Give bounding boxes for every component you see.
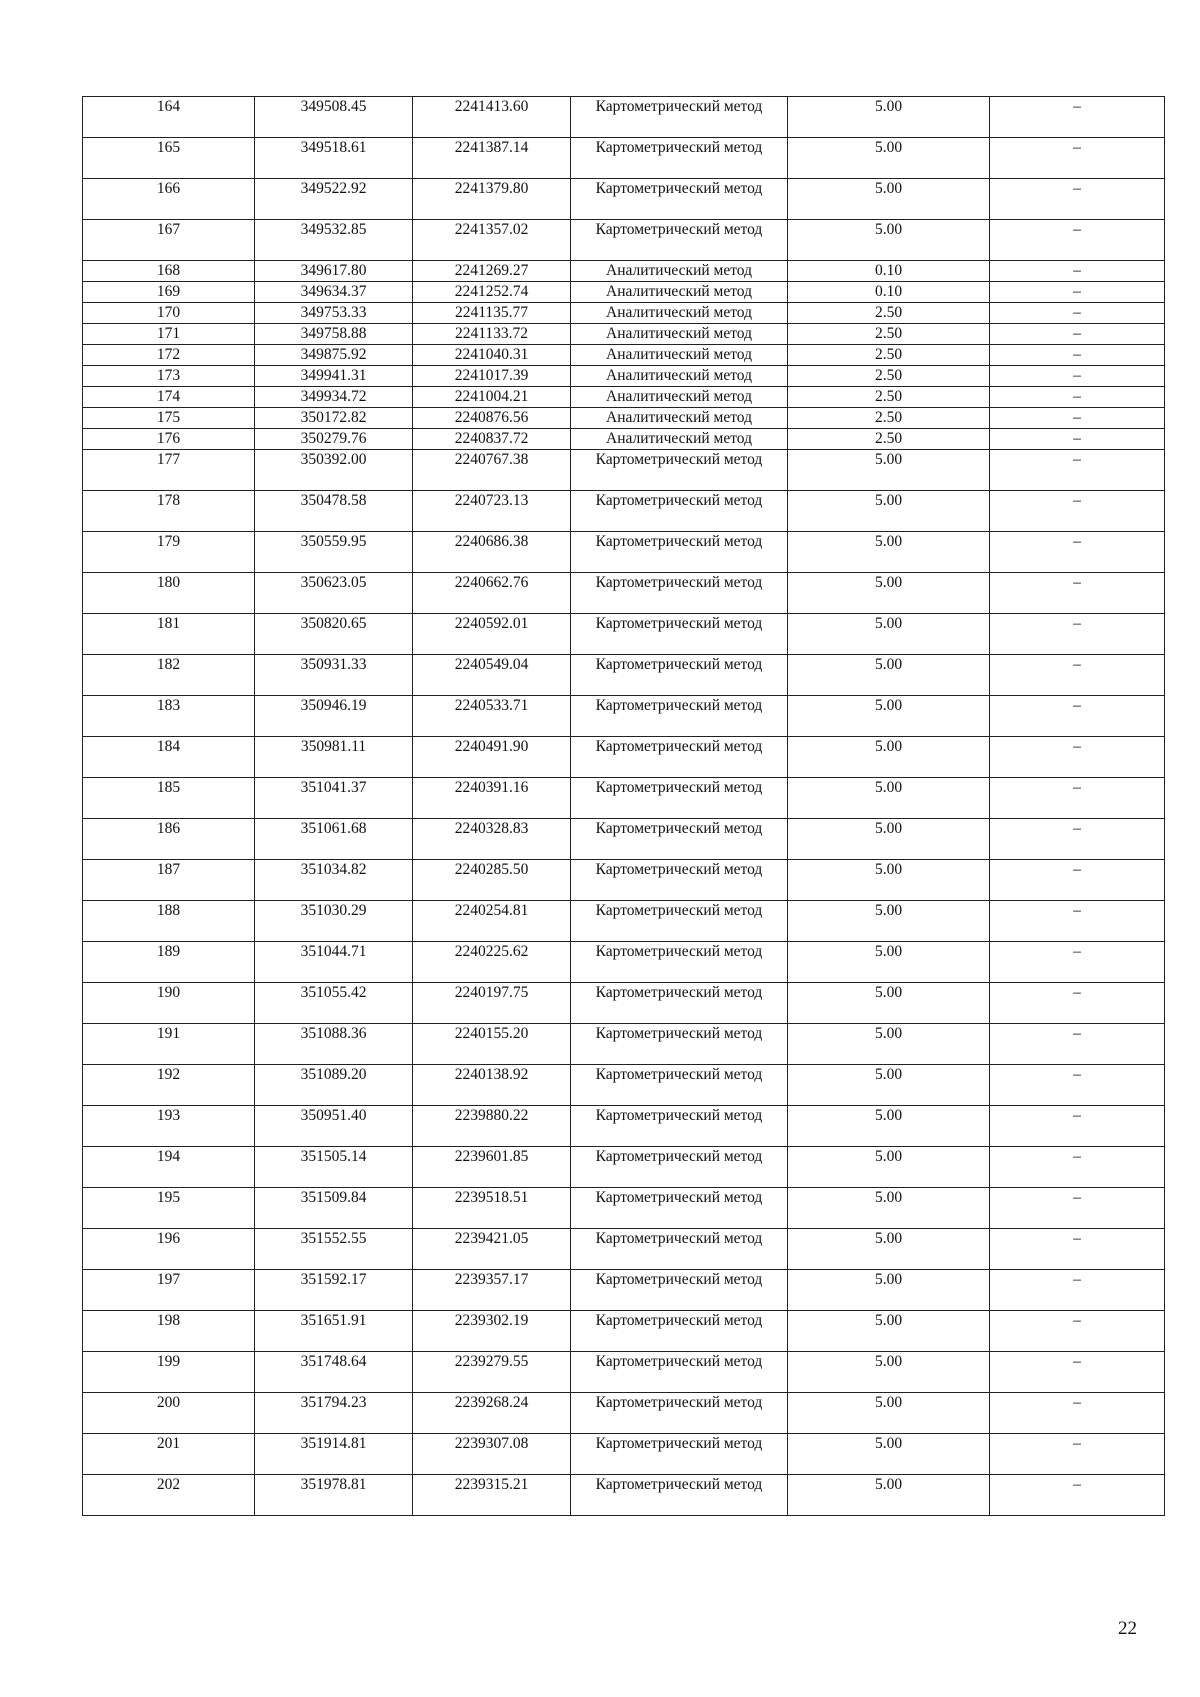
method-cell: Картометрический метод <box>571 1311 788 1352</box>
method-cell: Картометрический метод <box>571 138 788 179</box>
y-coordinate-cell: 2241004.21 <box>413 387 571 408</box>
accuracy-cell: 5.00 <box>788 220 990 261</box>
point-number-cell: 164 <box>83 97 255 138</box>
accuracy-cell: 5.00 <box>788 614 990 655</box>
y-coordinate-cell: 2239315.21 <box>413 1475 571 1516</box>
accuracy-cell: 5.00 <box>788 532 990 573</box>
method-cell: Картометрический метод <box>571 1434 788 1475</box>
point-number-cell: 183 <box>83 696 255 737</box>
table-row <box>83 778 1165 819</box>
accuracy-cell: 5.00 <box>788 983 990 1024</box>
accuracy-cell: 5.00 <box>788 491 990 532</box>
page-number: 22 <box>1118 1618 1137 1639</box>
x-coordinate-cell: 350951.40 <box>255 1106 413 1147</box>
y-coordinate-cell: 2240138.92 <box>413 1065 571 1106</box>
x-coordinate-cell: 351794.23 <box>255 1393 413 1434</box>
accuracy-cell: 5.00 <box>788 1147 990 1188</box>
y-coordinate-cell: 2240837.72 <box>413 429 571 450</box>
method-cell: Картометрический метод <box>571 1270 788 1311</box>
note-cell: – <box>990 1393 1165 1434</box>
point-number-cell: 186 <box>83 819 255 860</box>
note-cell: – <box>990 179 1165 220</box>
table-row <box>83 983 1165 1024</box>
table-row <box>83 737 1165 778</box>
accuracy-cell: 2.50 <box>788 303 990 324</box>
x-coordinate-cell: 349634.37 <box>255 282 413 303</box>
method-cell: Картометрический метод <box>571 696 788 737</box>
accuracy-cell: 5.00 <box>788 819 990 860</box>
note-cell: – <box>990 491 1165 532</box>
note-cell: – <box>990 942 1165 983</box>
note-cell: – <box>990 324 1165 345</box>
note-cell: – <box>990 97 1165 138</box>
note-cell: – <box>990 696 1165 737</box>
point-number-cell: 194 <box>83 1147 255 1188</box>
y-coordinate-cell: 2240549.04 <box>413 655 571 696</box>
note-cell: – <box>990 983 1165 1024</box>
method-cell: Картометрический метод <box>571 179 788 220</box>
y-coordinate-cell: 2239307.08 <box>413 1434 571 1475</box>
note-cell: – <box>990 819 1165 860</box>
y-coordinate-cell: 2240155.20 <box>413 1024 571 1065</box>
y-coordinate-cell: 2239268.24 <box>413 1393 571 1434</box>
point-number-cell: 180 <box>83 573 255 614</box>
accuracy-cell: 5.00 <box>788 450 990 491</box>
x-coordinate-cell: 351978.81 <box>255 1475 413 1516</box>
table-row <box>83 901 1165 942</box>
accuracy-cell: 5.00 <box>788 1311 990 1352</box>
note-cell: – <box>990 1147 1165 1188</box>
table-row <box>83 491 1165 532</box>
accuracy-cell: 5.00 <box>788 1475 990 1516</box>
note-cell: – <box>990 1434 1165 1475</box>
table-row <box>83 303 1165 324</box>
y-coordinate-cell: 2240328.83 <box>413 819 571 860</box>
point-number-cell: 193 <box>83 1106 255 1147</box>
y-coordinate-cell: 2239302.19 <box>413 1311 571 1352</box>
y-coordinate-cell: 2240254.81 <box>413 901 571 942</box>
method-cell: Картометрический метод <box>571 97 788 138</box>
method-cell: Картометрический метод <box>571 450 788 491</box>
accuracy-cell: 0.10 <box>788 261 990 282</box>
note-cell: – <box>990 1270 1165 1311</box>
x-coordinate-cell: 350820.65 <box>255 614 413 655</box>
note-cell: – <box>990 1475 1165 1516</box>
point-number-cell: 174 <box>83 387 255 408</box>
point-number-cell: 168 <box>83 261 255 282</box>
method-cell: Картометрический метод <box>571 860 788 901</box>
x-coordinate-cell: 351034.82 <box>255 860 413 901</box>
method-cell: Картометрический метод <box>571 1065 788 1106</box>
x-coordinate-cell: 350559.95 <box>255 532 413 573</box>
method-cell: Картометрический метод <box>571 1106 788 1147</box>
method-cell: Картометрический метод <box>571 983 788 1024</box>
note-cell: – <box>990 1024 1165 1065</box>
note-cell: – <box>990 614 1165 655</box>
table-row <box>83 942 1165 983</box>
method-cell: Картометрический метод <box>571 614 788 655</box>
accuracy-cell: 5.00 <box>788 138 990 179</box>
accuracy-cell: 5.00 <box>788 573 990 614</box>
y-coordinate-cell: 2239880.22 <box>413 1106 571 1147</box>
method-cell: Картометрический метод <box>571 942 788 983</box>
y-coordinate-cell: 2239518.51 <box>413 1188 571 1229</box>
x-coordinate-cell: 349532.85 <box>255 220 413 261</box>
x-coordinate-cell: 350981.11 <box>255 737 413 778</box>
accuracy-cell: 5.00 <box>788 737 990 778</box>
point-number-cell: 192 <box>83 1065 255 1106</box>
y-coordinate-cell: 2241133.72 <box>413 324 571 345</box>
note-cell: – <box>990 901 1165 942</box>
y-coordinate-cell: 2240723.13 <box>413 491 571 532</box>
x-coordinate-cell: 349753.33 <box>255 303 413 324</box>
table-row <box>83 532 1165 573</box>
y-coordinate-cell: 2239601.85 <box>413 1147 571 1188</box>
method-cell: Картометрический метод <box>571 491 788 532</box>
x-coordinate-cell: 350946.19 <box>255 696 413 737</box>
table-row <box>83 614 1165 655</box>
point-number-cell: 172 <box>83 345 255 366</box>
table-row <box>83 387 1165 408</box>
point-number-cell: 178 <box>83 491 255 532</box>
method-cell: Картометрический метод <box>571 1147 788 1188</box>
method-cell: Аналитический метод <box>571 429 788 450</box>
note-cell: – <box>990 345 1165 366</box>
note-cell: – <box>990 261 1165 282</box>
accuracy-cell: 5.00 <box>788 778 990 819</box>
y-coordinate-cell: 2241017.39 <box>413 366 571 387</box>
point-number-cell: 181 <box>83 614 255 655</box>
x-coordinate-cell: 349522.92 <box>255 179 413 220</box>
x-coordinate-cell: 349941.31 <box>255 366 413 387</box>
accuracy-cell: 5.00 <box>788 1024 990 1065</box>
x-coordinate-cell: 349617.80 <box>255 261 413 282</box>
point-number-cell: 197 <box>83 1270 255 1311</box>
x-coordinate-cell: 351509.84 <box>255 1188 413 1229</box>
note-cell: – <box>990 1065 1165 1106</box>
table-row <box>83 1229 1165 1270</box>
table-row <box>83 1024 1165 1065</box>
note-cell: – <box>990 138 1165 179</box>
x-coordinate-cell: 350931.33 <box>255 655 413 696</box>
x-coordinate-cell: 350172.82 <box>255 408 413 429</box>
table-row <box>83 1188 1165 1229</box>
note-cell: – <box>990 737 1165 778</box>
method-cell: Аналитический метод <box>571 282 788 303</box>
y-coordinate-cell: 2240197.75 <box>413 983 571 1024</box>
y-coordinate-cell: 2240767.38 <box>413 450 571 491</box>
note-cell: – <box>990 778 1165 819</box>
accuracy-cell: 5.00 <box>788 1393 990 1434</box>
point-number-cell: 175 <box>83 408 255 429</box>
table-row <box>83 138 1165 179</box>
note-cell: – <box>990 450 1165 491</box>
x-coordinate-cell: 350478.58 <box>255 491 413 532</box>
accuracy-cell: 2.50 <box>788 408 990 429</box>
x-coordinate-cell: 351030.29 <box>255 901 413 942</box>
method-cell: Картометрический метод <box>571 655 788 696</box>
table-row <box>83 450 1165 491</box>
point-number-cell: 166 <box>83 179 255 220</box>
x-coordinate-cell: 351055.42 <box>255 983 413 1024</box>
y-coordinate-cell: 2241387.14 <box>413 138 571 179</box>
table-row <box>83 1434 1165 1475</box>
note-cell: – <box>990 860 1165 901</box>
accuracy-cell: 5.00 <box>788 1434 990 1475</box>
point-number-cell: 179 <box>83 532 255 573</box>
y-coordinate-cell: 2241040.31 <box>413 345 571 366</box>
table-row <box>83 97 1165 138</box>
note-cell: – <box>990 303 1165 324</box>
x-coordinate-cell: 349518.61 <box>255 138 413 179</box>
method-cell: Картометрический метод <box>571 737 788 778</box>
x-coordinate-cell: 350392.00 <box>255 450 413 491</box>
point-number-cell: 170 <box>83 303 255 324</box>
method-cell: Аналитический метод <box>571 324 788 345</box>
method-cell: Картометрический метод <box>571 1188 788 1229</box>
accuracy-cell: 5.00 <box>788 1352 990 1393</box>
table-row <box>83 1352 1165 1393</box>
table-row <box>83 1311 1165 1352</box>
method-cell: Картометрический метод <box>571 1393 788 1434</box>
accuracy-cell: 2.50 <box>788 387 990 408</box>
method-cell: Аналитический метод <box>571 303 788 324</box>
accuracy-cell: 2.50 <box>788 324 990 345</box>
table-row <box>83 1393 1165 1434</box>
y-coordinate-cell: 2239421.05 <box>413 1229 571 1270</box>
y-coordinate-cell: 2241357.02 <box>413 220 571 261</box>
x-coordinate-cell: 349508.45 <box>255 97 413 138</box>
y-coordinate-cell: 2240225.62 <box>413 942 571 983</box>
point-number-cell: 176 <box>83 429 255 450</box>
table-row <box>83 366 1165 387</box>
y-coordinate-cell: 2240686.38 <box>413 532 571 573</box>
coordinates-table-body <box>83 97 1165 1516</box>
x-coordinate-cell: 351748.64 <box>255 1352 413 1393</box>
point-number-cell: 165 <box>83 138 255 179</box>
accuracy-cell: 5.00 <box>788 97 990 138</box>
point-number-cell: 195 <box>83 1188 255 1229</box>
note-cell: – <box>990 282 1165 303</box>
table-row <box>83 345 1165 366</box>
accuracy-cell: 5.00 <box>788 1065 990 1106</box>
x-coordinate-cell: 351088.36 <box>255 1024 413 1065</box>
point-number-cell: 171 <box>83 324 255 345</box>
x-coordinate-cell: 351592.17 <box>255 1270 413 1311</box>
x-coordinate-cell: 349758.88 <box>255 324 413 345</box>
method-cell: Картометрический метод <box>571 901 788 942</box>
method-cell: Аналитический метод <box>571 408 788 429</box>
x-coordinate-cell: 350279.76 <box>255 429 413 450</box>
accuracy-cell: 5.00 <box>788 1188 990 1229</box>
method-cell: Аналитический метод <box>571 387 788 408</box>
point-number-cell: 190 <box>83 983 255 1024</box>
table-row <box>83 573 1165 614</box>
point-number-cell: 184 <box>83 737 255 778</box>
y-coordinate-cell: 2241413.60 <box>413 97 571 138</box>
point-number-cell: 198 <box>83 1311 255 1352</box>
coordinates-table <box>82 96 1165 1516</box>
y-coordinate-cell: 2240662.76 <box>413 573 571 614</box>
y-coordinate-cell: 2240391.16 <box>413 778 571 819</box>
table-row <box>83 1270 1165 1311</box>
accuracy-cell: 5.00 <box>788 655 990 696</box>
point-number-cell: 187 <box>83 860 255 901</box>
point-number-cell: 169 <box>83 282 255 303</box>
note-cell: – <box>990 429 1165 450</box>
x-coordinate-cell: 349875.92 <box>255 345 413 366</box>
table-row <box>83 655 1165 696</box>
method-cell: Картометрический метод <box>571 573 788 614</box>
point-number-cell: 173 <box>83 366 255 387</box>
x-coordinate-cell: 351505.14 <box>255 1147 413 1188</box>
note-cell: – <box>990 387 1165 408</box>
method-cell: Картометрический метод <box>571 778 788 819</box>
point-number-cell: 177 <box>83 450 255 491</box>
table-row <box>83 324 1165 345</box>
y-coordinate-cell: 2239357.17 <box>413 1270 571 1311</box>
note-cell: – <box>990 573 1165 614</box>
table-row <box>83 1475 1165 1516</box>
note-cell: – <box>990 366 1165 387</box>
y-coordinate-cell: 2239279.55 <box>413 1352 571 1393</box>
accuracy-cell: 5.00 <box>788 696 990 737</box>
x-coordinate-cell: 349934.72 <box>255 387 413 408</box>
accuracy-cell: 5.00 <box>788 860 990 901</box>
x-coordinate-cell: 351044.71 <box>255 942 413 983</box>
table-row <box>83 1106 1165 1147</box>
y-coordinate-cell: 2241269.27 <box>413 261 571 282</box>
x-coordinate-cell: 351651.91 <box>255 1311 413 1352</box>
table-row <box>83 696 1165 737</box>
y-coordinate-cell: 2241379.80 <box>413 179 571 220</box>
accuracy-cell: 0.10 <box>788 282 990 303</box>
accuracy-cell: 2.50 <box>788 345 990 366</box>
point-number-cell: 188 <box>83 901 255 942</box>
point-number-cell: 202 <box>83 1475 255 1516</box>
table-row <box>83 819 1165 860</box>
point-number-cell: 200 <box>83 1393 255 1434</box>
note-cell: – <box>990 1229 1165 1270</box>
point-number-cell: 199 <box>83 1352 255 1393</box>
note-cell: – <box>990 220 1165 261</box>
table-row <box>83 860 1165 901</box>
method-cell: Аналитический метод <box>571 366 788 387</box>
note-cell: – <box>990 408 1165 429</box>
y-coordinate-cell: 2240876.56 <box>413 408 571 429</box>
point-number-cell: 185 <box>83 778 255 819</box>
method-cell: Аналитический метод <box>571 345 788 366</box>
accuracy-cell: 5.00 <box>788 1106 990 1147</box>
x-coordinate-cell: 351061.68 <box>255 819 413 860</box>
x-coordinate-cell: 351552.55 <box>255 1229 413 1270</box>
method-cell: Картометрический метод <box>571 819 788 860</box>
point-number-cell: 167 <box>83 220 255 261</box>
y-coordinate-cell: 2240491.90 <box>413 737 571 778</box>
point-number-cell: 189 <box>83 942 255 983</box>
accuracy-cell: 5.00 <box>788 901 990 942</box>
x-coordinate-cell: 350623.05 <box>255 573 413 614</box>
y-coordinate-cell: 2241252.74 <box>413 282 571 303</box>
point-number-cell: 196 <box>83 1229 255 1270</box>
method-cell: Картометрический метод <box>571 1024 788 1065</box>
accuracy-cell: 5.00 <box>788 1270 990 1311</box>
note-cell: – <box>990 532 1165 573</box>
table-row <box>83 1147 1165 1188</box>
y-coordinate-cell: 2240533.71 <box>413 696 571 737</box>
accuracy-cell: 2.50 <box>788 366 990 387</box>
note-cell: – <box>990 1188 1165 1229</box>
accuracy-cell: 5.00 <box>788 1229 990 1270</box>
accuracy-cell: 5.00 <box>788 179 990 220</box>
table-row <box>83 282 1165 303</box>
method-cell: Картометрический метод <box>571 1352 788 1393</box>
x-coordinate-cell: 351089.20 <box>255 1065 413 1106</box>
note-cell: – <box>990 1311 1165 1352</box>
table-row <box>83 1065 1165 1106</box>
note-cell: – <box>990 1106 1165 1147</box>
table-row <box>83 179 1165 220</box>
table-row <box>83 408 1165 429</box>
accuracy-cell: 5.00 <box>788 942 990 983</box>
table-row <box>83 261 1165 282</box>
table-row <box>83 220 1165 261</box>
point-number-cell: 201 <box>83 1434 255 1475</box>
accuracy-cell: 2.50 <box>788 429 990 450</box>
note-cell: – <box>990 1352 1165 1393</box>
point-number-cell: 182 <box>83 655 255 696</box>
method-cell: Картометрический метод <box>571 220 788 261</box>
point-number-cell: 191 <box>83 1024 255 1065</box>
y-coordinate-cell: 2240285.50 <box>413 860 571 901</box>
method-cell: Картометрический метод <box>571 1475 788 1516</box>
y-coordinate-cell: 2240592.01 <box>413 614 571 655</box>
y-coordinate-cell: 2241135.77 <box>413 303 571 324</box>
table-row <box>83 429 1165 450</box>
x-coordinate-cell: 351914.81 <box>255 1434 413 1475</box>
method-cell: Аналитический метод <box>571 261 788 282</box>
x-coordinate-cell: 351041.37 <box>255 778 413 819</box>
note-cell: – <box>990 655 1165 696</box>
method-cell: Картометрический метод <box>571 532 788 573</box>
method-cell: Картометрический метод <box>571 1229 788 1270</box>
